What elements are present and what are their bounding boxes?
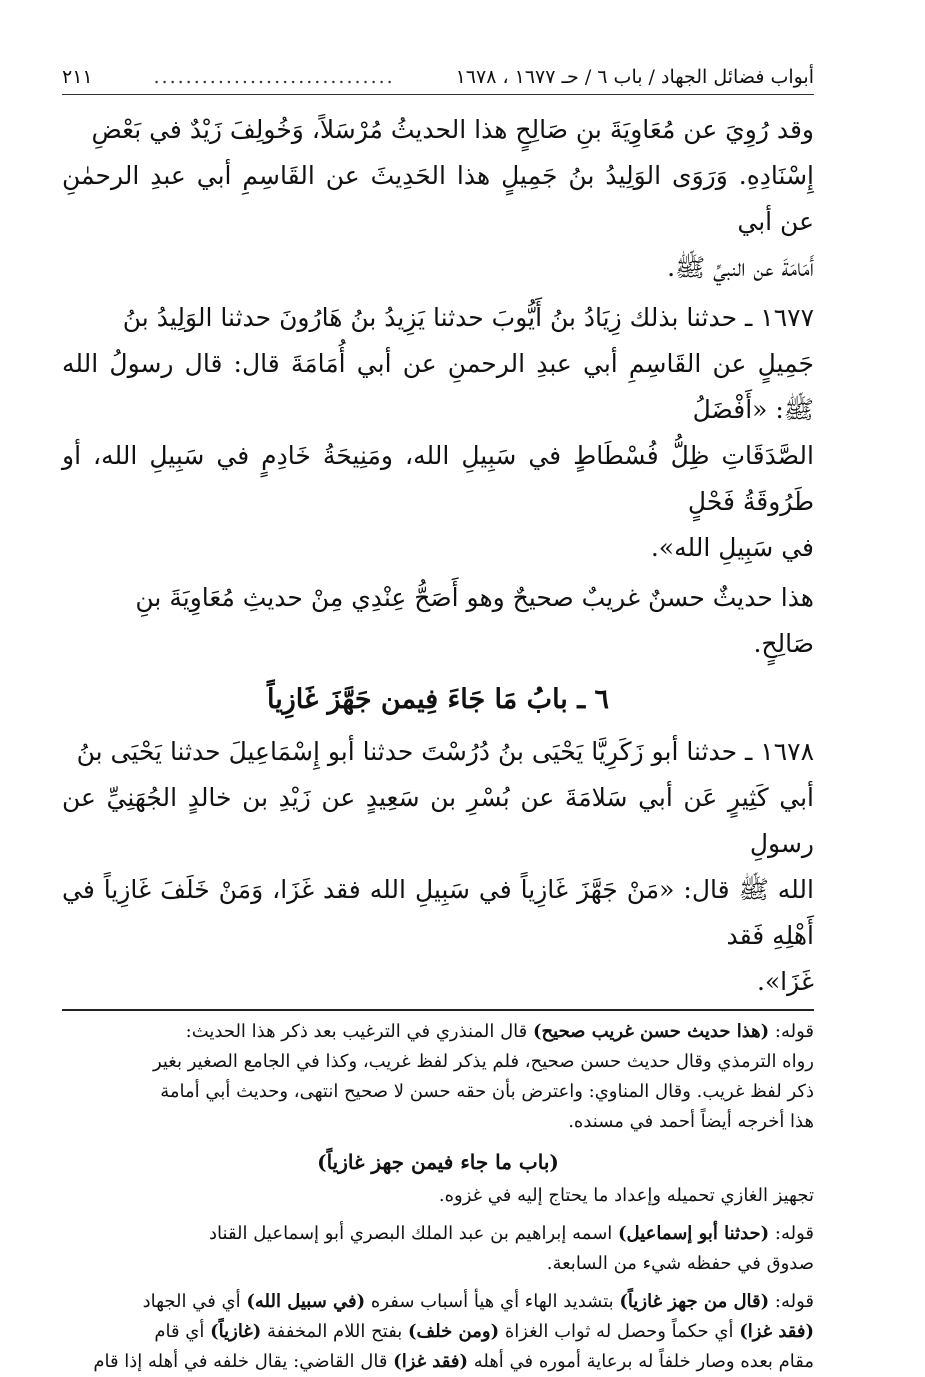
note-2: تجهيز الغازي تحميله وإعداد ما يحتاج إليه في غزوه. <box>438 1185 814 1206</box>
hadith-1677: ١٦٧٧ ـ حدثنا بذلك زِيَادُ بنُ أَيُّوبَ حدثنا يَزِيدُ بنُ هَارُونَ حدثنا الوَلِيدُ بنُ جَمِيلٍ عن القَاسِمِ أبي عبدِ الرحمنِ عن أبي أُمَامَةَ قال: قال رسولُ الله ﷺ: «أَفْضَلُ الصَّدَقَاتِ ظِلُّ فُسْطَاطٍ في سَبِيلِ الله، ومَنِيحَةُ خَادِمٍ في سَبِيلِ الله، أو طَرُوقَةُ فَحْلٍ في سَبِيلِ الله». <box>62 303 814 562</box>
note-1-lemma: (هذا حديث حسن غريب صحيح) <box>533 1021 770 1042</box>
note-4-text-2: أي في الجهاد <box>142 1291 241 1312</box>
note-4-lemma-6: (فقد غزا) <box>393 1351 468 1372</box>
note-4-lemma-5: (غازياً) <box>210 1321 262 1342</box>
note-4-lemma-2: (في سبيل الله) <box>246 1291 366 1312</box>
hadith-1678: ١٦٧٨ ـ حدثنا أبو زَكَرِيَّا يَحْيَى بنُ دُرُسْتَ حدثنا أبو إِسْمَاعِيلَ حدثنا يَحْيَى بنُ أبي كَثِيرٍ عَن أبي سَلامَةَ عن بُسْرِ بن سَعِيدٍ عن زَيْدِ بن خالدٍ الجُهَنِيِّ عن رسولِ الله ﷺ قال: «مَنْ جَهَّزَ غَازِياً في سَبِيلِ الله فقد غَزَا، وَمَنْ خَلَفَ غَازِياً في أَهْلِهِ فَقد غَزَا». <box>62 737 814 996</box>
commentary-chapter-heading: (باب ما جاء فيمن جهز غازياً) <box>317 1150 559 1174</box>
main-paragraph-1: وقد رُوِيَ عن مُعَاوِيَةَ بنِ صَالِحٍ هذا الحديثُ مُرْسَلاً، وَخُولِفَ زَيْدٌ في بَعْضِ إِسْنَادِهِ. وَرَوَى الوَلِيدُ بنُ جَمِيلٍ هذا الحَدِيثَ عن القَاسِمِ أبي عبدِ الرحمٰنِ عن أبي أَمَامَةَ عن النبيِّ ﷺ. <box>62 115 814 282</box>
note-1-text: قال المنذري في الترغيب بعد ذكر هذا الحديث: رواه الترمذي وقال حديث حسن صحيح، فلم يذكر لفظ غريب، وكذا في الجامع الصغير بغير ذكر لفظ غريب. وقال المناوي: واعترض بأن حقه حسن لا صحيح انتهى، وحديث أبي أمامة هذا أخرجه أيضاً أحمد في مسنده. <box>152 1021 814 1132</box>
note-4-text-1: بتشديد الهاء أي هيأ أسباب سفره <box>365 1291 620 1312</box>
page-number: ٢١١ <box>62 66 93 88</box>
note-4-text-6: قال القاضي: يقال خلفه في أهله إذا قام <box>93 1351 394 1372</box>
note-4-lemma-3: (فقد غزا) <box>739 1321 814 1342</box>
note-1-prefix: قوله: <box>769 1021 814 1042</box>
note-4-prefix: قوله: <box>769 1291 814 1312</box>
note-4-lemma-1: (قال من جهز غازياً) <box>619 1291 770 1312</box>
commentary <box>62 1017 814 1377</box>
footnote-divider <box>62 1009 814 1011</box>
note-4 <box>62 1287 814 1377</box>
header-dot-leader: .............................. <box>153 66 395 88</box>
note-4-text-5: أي قام مقام بعده وصار خلفاً له برعاية أموره في أهله <box>154 1321 814 1372</box>
note-3-text: اسمه إبراهيم بن عبد الملك البصري أبو إسماعيل القناد صدوق في حفظه شيء من السابعة. <box>209 1223 814 1274</box>
main-text <box>62 107 814 1005</box>
main-paragraph-3: هذا حديثٌ حسنٌ غريبٌ صحيحٌ وهو أَصَحُّ عِنْدِي مِنْ حديثِ مُعَاوِيَةَ بنِ صَالِحٍ. <box>135 583 814 658</box>
note-4-lemma-4: (ومن خلف) <box>408 1321 500 1342</box>
note-3-lemma: (حدثنا أبو إسماعيل) <box>618 1223 770 1244</box>
running-header <box>62 60 814 95</box>
note-3 <box>62 1219 814 1279</box>
note-3-prefix: قوله: <box>769 1223 814 1244</box>
note-4-text-3: أي حكماً وحصل له ثواب الغزاة <box>499 1321 740 1342</box>
note-4-text-4: بفتح اللام المخففة <box>261 1321 409 1342</box>
note-1 <box>62 1017 814 1137</box>
document-page <box>62 60 814 1372</box>
running-title: أبواب فضائل الجهاد / باب ٦ / حـ ١٦٧٧ ، ١٦٧٨ <box>455 66 814 88</box>
chapter-heading: ٦ ـ بابُ مَا جَاءَ فِيمن جَهَّزَ غَازِياً <box>266 684 610 715</box>
